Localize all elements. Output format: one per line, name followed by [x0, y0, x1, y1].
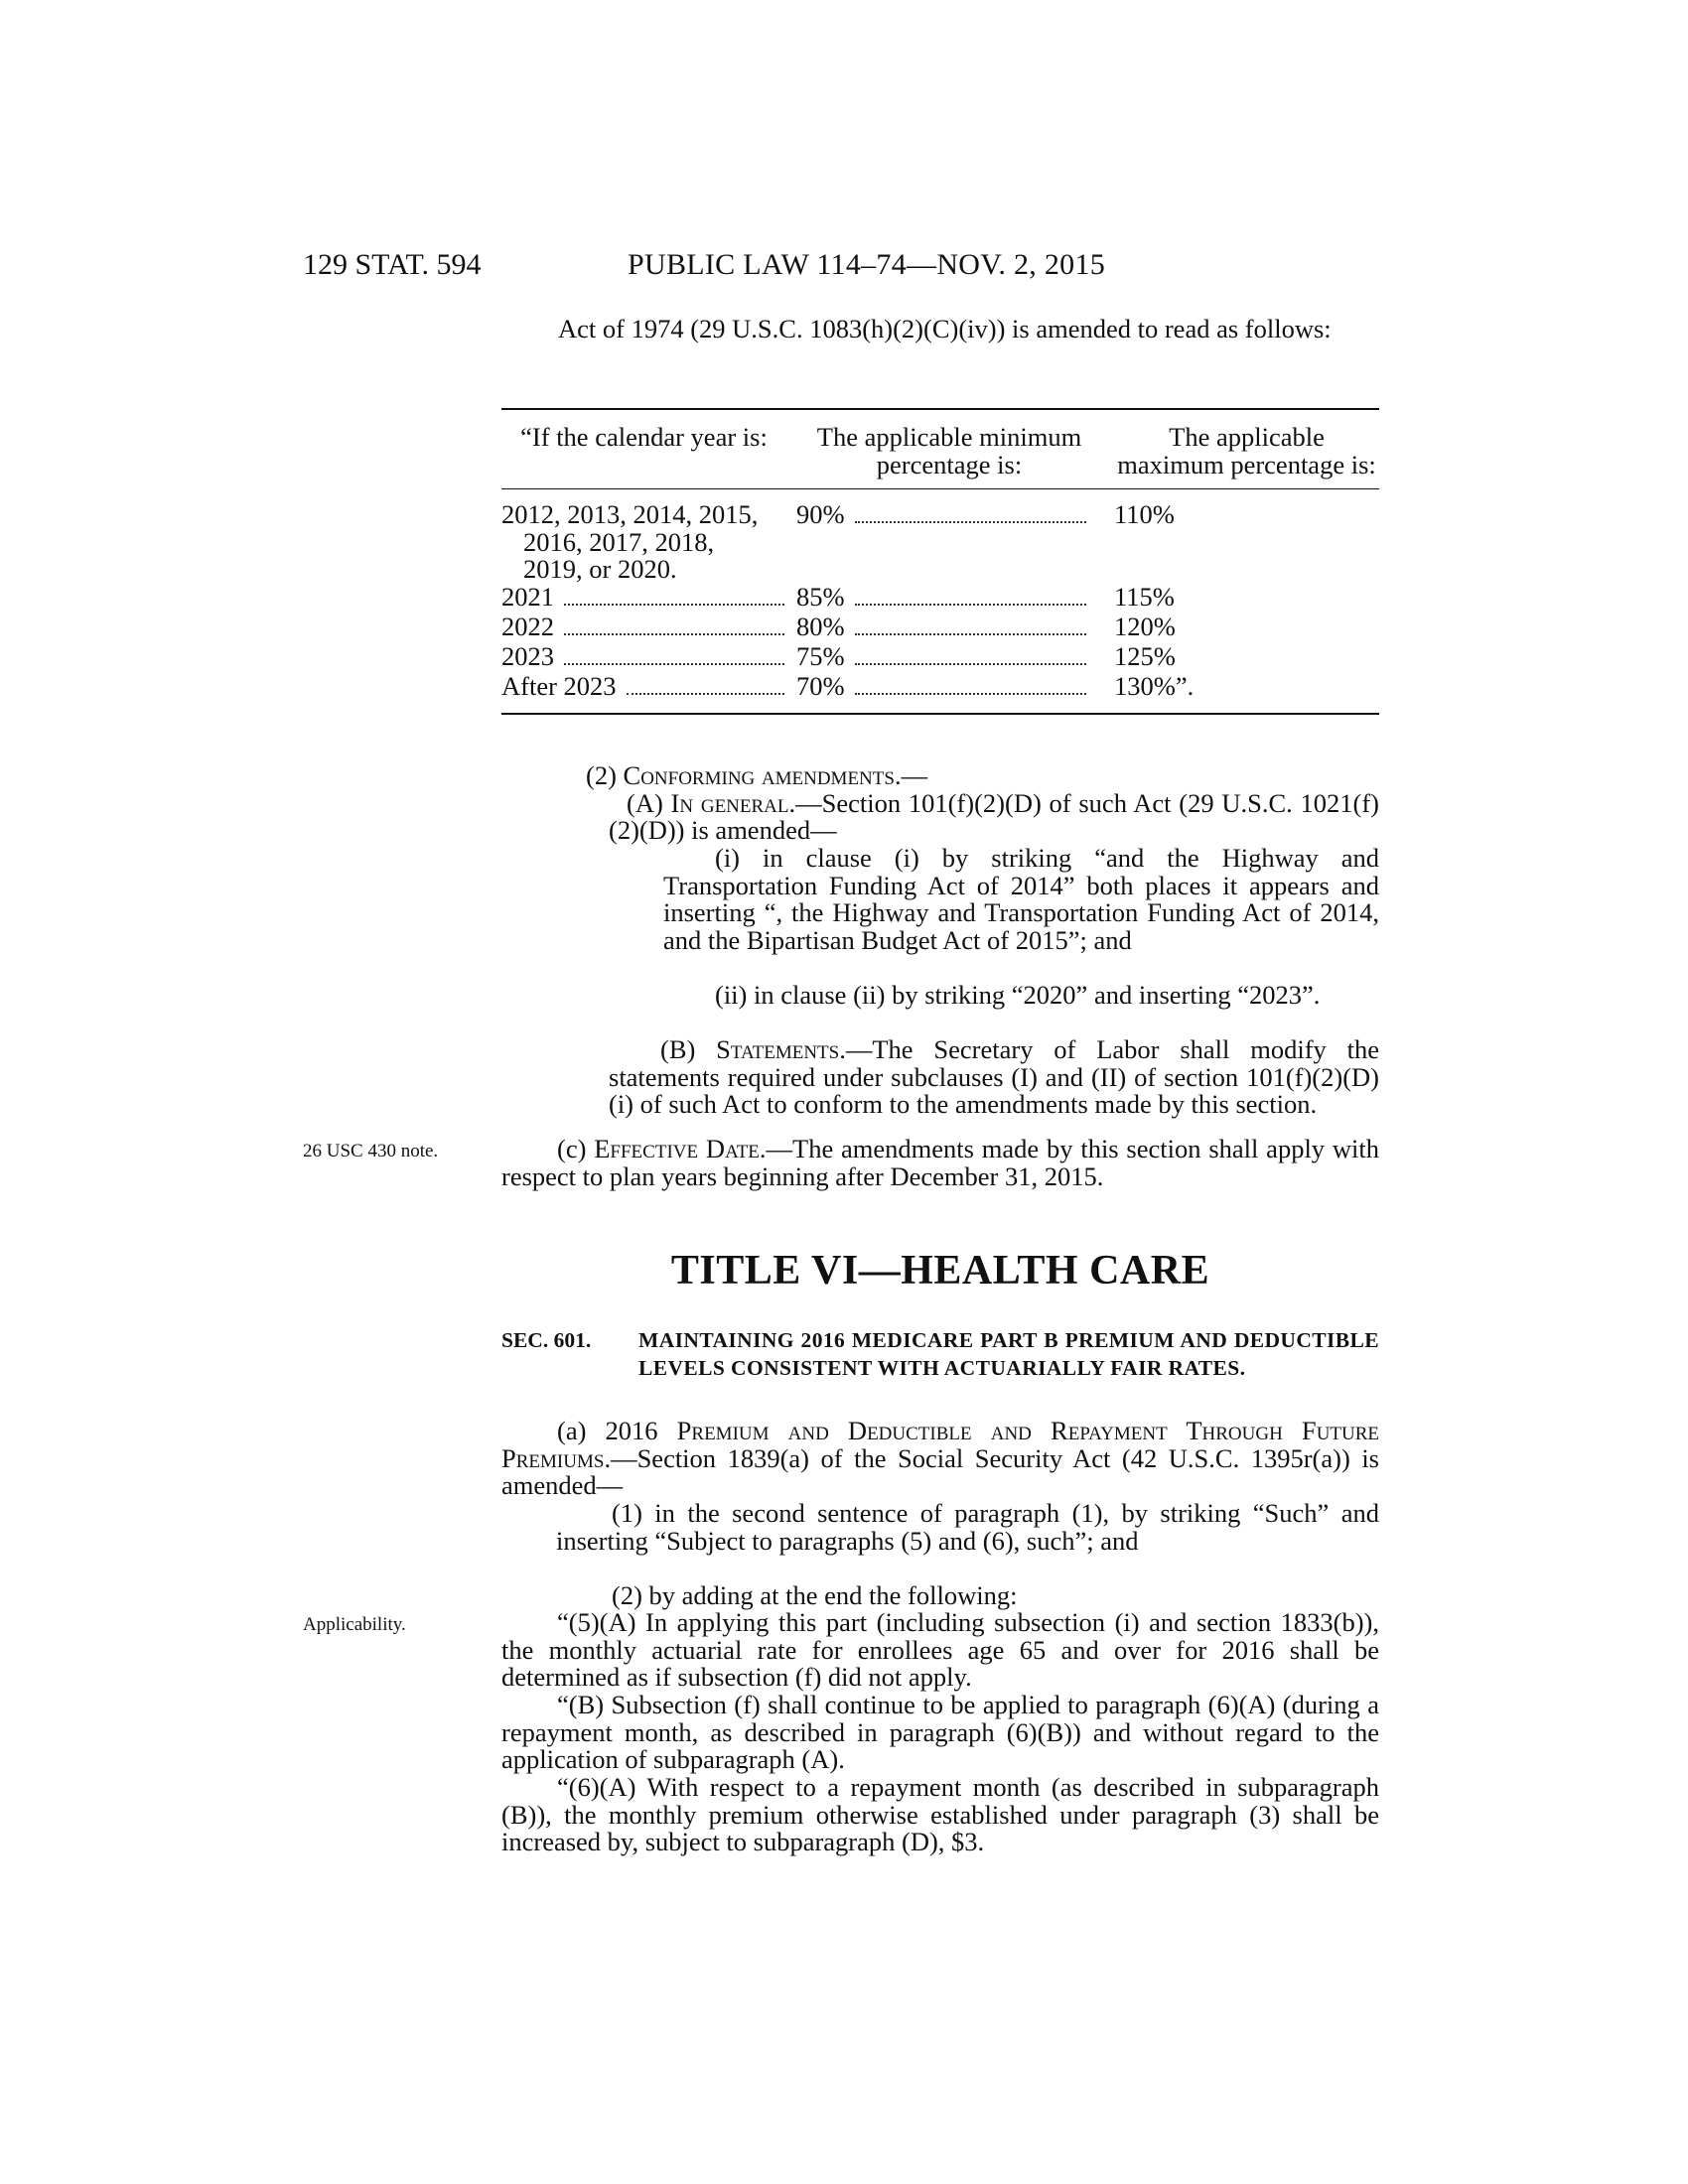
year-value: 2022 [501, 611, 554, 641]
paragraph-text: .—Section 101(f)(2)(D) of such Act (29 U.S.C. 1021(f)(2)(D)) is amended— [609, 787, 1379, 846]
paragraph-2-heading [586, 762, 1379, 790]
paragraph-2: (2) by adding at the end the following: [612, 1580, 1018, 1610]
heading-cap: P [501, 1442, 516, 1473]
heading-smallcaps: epayment [1067, 1416, 1168, 1445]
year-cell [501, 581, 794, 614]
paragraph-text: .—Section 1839(a) of the Social Security Act (42 U.S.C. 1395r(a)) is amended— [501, 1442, 1379, 1501]
paragraph-heading-smallcaps: tatements [730, 1034, 840, 1064]
paragraph-heading-smallcaps: ffective [610, 1134, 699, 1163]
paragraph-5A: “(5)(A) In applying this part (including subsection (i) and section 1833(b)), the monthly actuarial rate for enrollees age 65 and over for 2016 shall be determined as if subsection (f) did not apply. [501, 1607, 1379, 1693]
table-body [501, 489, 1379, 713]
year-value: 2021 [501, 581, 554, 612]
paragraph-heading-mid: D [698, 1134, 726, 1163]
leader-dots [855, 643, 1086, 665]
subparagraph-B [609, 1036, 1379, 1119]
percentage-table [501, 408, 1379, 715]
min-value: 70% [796, 670, 845, 701]
intro-text: Act of 1974 (29 U.S.C. 1083(h)(2)(C)(iv)) is amended to read as follows: [558, 314, 1332, 343]
table-row [501, 640, 1379, 673]
paragraph-heading-smallcaps: onforming amendments [640, 760, 895, 790]
max-cell [1096, 670, 1379, 703]
max-value: 120% [1114, 611, 1176, 641]
leader-dots [564, 643, 784, 665]
heading-smallcaps: remiums [515, 1442, 605, 1473]
column-header-year: “If the calendar year is: [520, 422, 768, 452]
min-cell [794, 581, 1096, 614]
table-row [501, 501, 1379, 584]
heading-cap: R [1031, 1416, 1068, 1445]
subsection-c [501, 1136, 1379, 1190]
heading-smallcaps: remium and [691, 1416, 829, 1445]
year-cell [501, 611, 794, 643]
section-heading [501, 1327, 1379, 1382]
table-row [501, 611, 1379, 643]
leader-dots [855, 614, 1086, 635]
heading-cap: D [828, 1416, 868, 1445]
max-cell [1096, 611, 1379, 643]
running-header: PUBLIC LAW 114–74—NOV. 2, 2015 [628, 248, 1106, 281]
min-cell [794, 501, 1096, 584]
table-row [501, 670, 1379, 703]
min-cell [794, 670, 1096, 703]
margin-note-usc: 26 USC 430 note. [303, 1141, 439, 1161]
paragraph-heading-smallcaps: n general [679, 787, 789, 818]
paragraph-label: (A) I [627, 787, 680, 818]
table-bottom-rule [501, 713, 1379, 715]
column-header-max: The applicable maximum percentage is: [1117, 422, 1376, 479]
paragraph-heading-smallcaps: ate [725, 1134, 760, 1163]
max-value: 115% [1114, 581, 1175, 612]
heading-smallcaps: uture [1316, 1416, 1380, 1445]
year-value: After 2023 [501, 670, 617, 701]
paragraph-label: (c) E [557, 1134, 611, 1163]
title-heading: TITLE VI—HEALTH CARE [670, 1248, 1210, 1294]
paragraph-label: (2) C [586, 760, 641, 790]
heading-smallcaps: eductible and [867, 1416, 1032, 1445]
leader-dots [564, 614, 784, 635]
subparagraph-A-wrap [609, 787, 1379, 846]
leader-dots [564, 584, 784, 606]
column-header-min: The applicable minimum percentage is: [816, 422, 1082, 479]
section-title: MAINTAINING 2016 MEDICARE PART B PREMIUM AND DEDUCTIBLE LEVELS CONSISTENT WITH ACTUARIALLY FAIR RATES. [638, 1328, 1379, 1380]
paragraph-5B: “(B) Subsection (f) shall continue to be applied to paragraph (6)(A) (during a repayment month, as described in paragraph (6)(B)) and without regard to the application of subparagraph (A). [501, 1690, 1379, 1775]
paragraph-label: (a) 2016 P [557, 1416, 692, 1445]
max-cell [1096, 581, 1379, 614]
min-value: 90% [796, 499, 845, 530]
leader-dots [627, 673, 784, 695]
leader-dots [855, 673, 1086, 695]
table-row [501, 581, 1379, 614]
table-header-row [501, 410, 1379, 488]
paragraph-text: .—The amendments made by this section shall apply with respect to plan years beginning after December 31, 2015. [501, 1134, 1379, 1191]
year-cell [501, 640, 794, 673]
max-value: 125% [1114, 640, 1176, 671]
clause-ii: (ii) in clause (ii) by striking “2020” and inserting “2023”. [715, 980, 1321, 1010]
min-value: 75% [796, 640, 845, 671]
paragraph-1: (1) in the second sentence of paragraph (1), by striking “Such” and inserting “Subject to paragraphs (5) and (6), such”; and [556, 1498, 1379, 1556]
leader-dots [855, 584, 1086, 606]
paragraph-6A: “(6)(A) With respect to a repayment month (as described in subparagraph (B)), the monthly premium otherwise established under paragraph (3) shall be increased by, subject to subparagraph (D), $3. [501, 1772, 1379, 1857]
subparagraph-A [609, 787, 1379, 846]
section-number: SEC. 601. [501, 1328, 592, 1352]
margin-note-applicability: Applicability. [303, 1614, 406, 1635]
leader-dots [855, 501, 1086, 523]
year-cell [501, 501, 794, 584]
paragraph-text: .—The Secretary of Labor shall modify the statements required under subclauses (I) and (II) of section 101(f)(2)(D)(i) of such Act to conform to the amendments made by this section. [609, 1034, 1379, 1120]
max-value: 110% [1114, 499, 1175, 530]
heading-cap: F [1282, 1416, 1317, 1445]
min-cell [794, 640, 1096, 673]
heading-cap: T [1167, 1416, 1202, 1445]
clause-i: (i) in clause (i) by striking “and the Highway and Transportation Funding Act of 2014” both places it appears and inserting “, the Highway and Transportation Funding Act of 2014, and the Bipartisan Budget Act of 2015”; and [663, 843, 1379, 955]
max-cell [1096, 640, 1379, 673]
max-cell [1096, 501, 1379, 584]
heading-smallcaps: hrough [1201, 1416, 1283, 1445]
year-value: 2023 [501, 640, 554, 671]
min-cell [794, 611, 1096, 643]
page-stat-number: 129 STAT. 594 [303, 248, 482, 281]
year-value: 2012, 2013, 2014, 2015, 2016, 2017, 2018, 2019, or 2020. [501, 499, 759, 585]
subsection-a [501, 1418, 1379, 1500]
paragraph-label: (B) S [660, 1034, 731, 1064]
min-value: 80% [796, 611, 845, 641]
year-cell [501, 670, 794, 703]
max-value: 130%”. [1114, 670, 1195, 701]
paragraph-heading-tail: .— [894, 760, 928, 790]
min-value: 85% [796, 581, 845, 612]
